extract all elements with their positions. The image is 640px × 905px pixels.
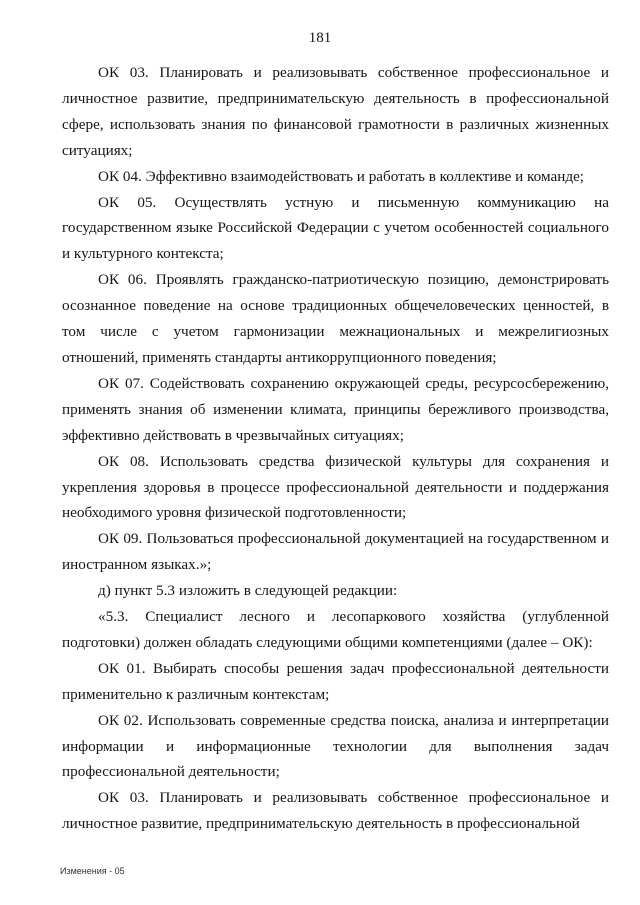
paragraph-item-d: д) пункт 5.3 изложить в следующей редакции: bbox=[98, 582, 398, 600]
page-footer: Изменения - 05 bbox=[60, 866, 125, 876]
page-number: 181 bbox=[308, 30, 332, 46]
paragraph-ok-01: ОК 01. Выбирать способы решения задач профессиональной деятельности применительно к различным контекстам; bbox=[62, 659, 609, 703]
document-body bbox=[62, 60, 609, 837]
paragraph-ok-03: ОК 03. Планировать и реализовывать собственное профессиональное и личностное развитие, предпринимательскую деятельность в профессиональной сфере, использовать знания по финансовой грамотности в различных жизненных ситуациях; bbox=[62, 64, 609, 159]
paragraph-ok-05: ОК 05. Осуществлять устную и письменную коммуникацию на государственном языке Российской Федерации с учетом особенностей социального и культурного контекста; bbox=[62, 193, 609, 263]
paragraph-ok-06: ОК 06. Проявлять гражданско-патриотическую позицию, демонстрировать осознанное поведение на основе традиционных общечеловеческих ценностей, в том числе с учетом гармонизации межнациональных и межрелигиозных отношений, применять стандарты антикоррупционного поведения; bbox=[62, 271, 609, 366]
paragraph-ok-09: ОК 09. Пользоваться профессиональной документацией на государственном и иностранном языках.»; bbox=[62, 530, 609, 574]
paragraph-section-5-3: «5.3. Специалист лесного и лесопаркового хозяйства (углубленной подготовки) должен обладать следующими общими компетенциями (далее – ОК): bbox=[62, 608, 609, 651]
paragraph-ok-08: ОК 08. Использовать средства физической культуры для сохранения и укрепления здоровья в процессе профессиональной деятельности и поддержания необходимого уровня физической подготовленности; bbox=[62, 452, 609, 522]
paragraph-ok-07: ОК 07. Содействовать сохранению окружающей среды, ресурсосбережению, применять знания об изменении климата, принципы бережливого производства, эффективно действовать в чрезвычайных ситуациях; bbox=[62, 374, 609, 444]
paragraph-ok-02: ОК 02. Использовать современные средства поиска, анализа и интерпретации информации и информационные технологии для выполнения задач профессиональной деятельности; bbox=[62, 711, 609, 781]
paragraph-ok-04: ОК 04. Эффективно взаимодействовать и работать в коллективе и команде; bbox=[98, 167, 585, 185]
paragraph-ok-03-repeat: ОК 03. Планировать и реализовывать собственное профессиональное и личностное развитие, предпринимательскую деятельность в профессиональной bbox=[62, 789, 609, 833]
